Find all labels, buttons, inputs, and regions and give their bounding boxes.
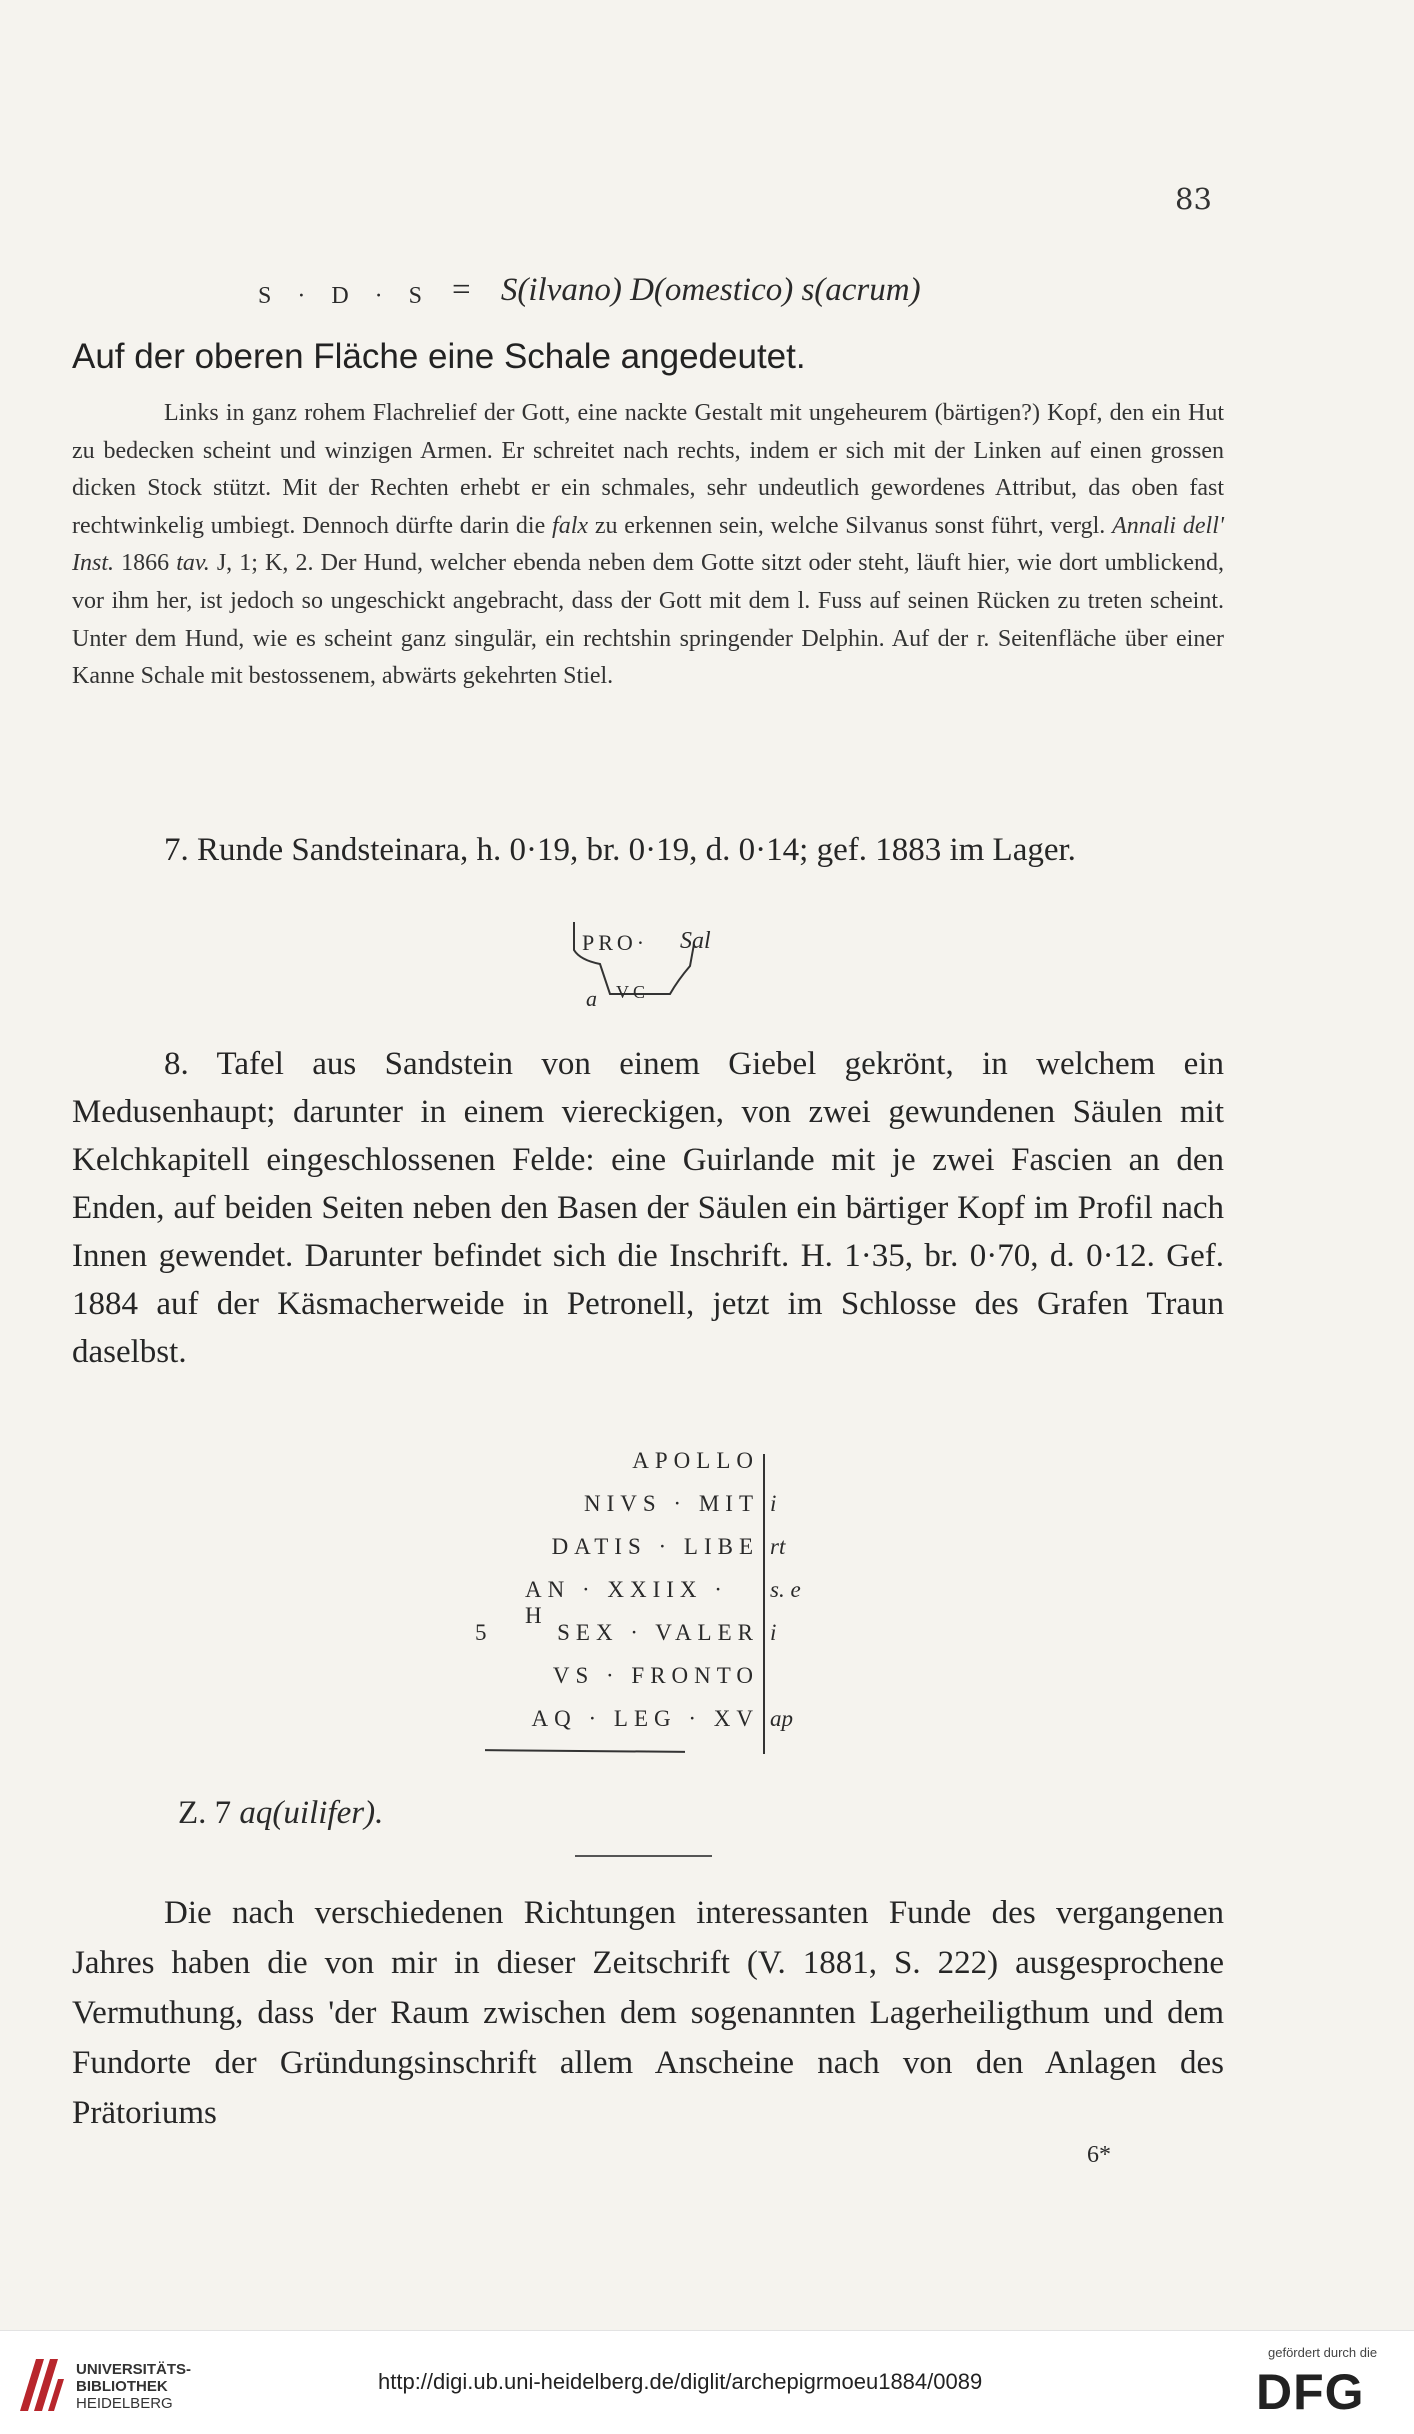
description-paragraph: [72, 395, 1224, 696]
equals-sign: =: [452, 272, 471, 308]
desc-text-1: Links in ganz rohem Flachrelief der Gott, eine nackte Gestalt mit ungeheurem (bärtigen?) Kopf, den ein Hut zu bedecken scheint und winzigen Armen. Er schreitet nach rechts, indem er sich mit der Linken auf einen grossen dicken Stock stützt. Mit der Rechten erhebt er ein schmales, sehr undeutlich gewordenes Attribut, das oben fast rechtwinkelig umbiegt. Dennoch dürfte darin die: [72, 400, 1224, 539]
inscription-supplement: i: [770, 1620, 777, 1645]
item-8-paragraph: 8. Tafel aus Sandstein von einem Giebel gekrönt, in welchem ein Medusenhaupt; darunter in einem viereckigen, von zwei gewundenen Säulen mit Kelchkapitell eingeschlossenen Felde: eine Guirlande mit je zwei Fascien an den Enden, auf beiden Seiten neben den Basen der Säulen ein bärtiger Kopf im Profil nach Innen gewendet. Darunter befindet sich die Inschrift. H. 1·35, br. 0·70, d. 0·12. Gef. 1884 auf der Käsmacherweide in Petronell, jetzt im Schlosse des Grafen Traun daselbst.: [72, 1046, 1224, 1370]
inscription-line: [525, 1706, 825, 1749]
line-note-text: aq(uilifer).: [239, 1795, 384, 1831]
inscription-block: [475, 1448, 825, 1749]
inscription-small-prefix: a: [586, 986, 597, 1011]
inscription-line: [475, 1620, 825, 1663]
sponsor-note: gefördert durch die: [1268, 2345, 1378, 2360]
library-name-line1: UNIVERSITÄTS-: [76, 2361, 192, 2378]
inscription-line: [525, 1448, 825, 1491]
inscription-text: SEX · VALER: [557, 1620, 759, 1645]
final-paragraph: Die nach verschiedenen Richtungen interessanten Funde des vergangenen Jahres haben die von mir in dieser Zeitschrift (V. 1881, S. 222) ausgesprochene Vermuthung, dass 'der Raum zwischen dem sogenannten Lagerheiligthum und dem Fundorte der Gründungsinschrift allem Anscheine nach von den Anlagen des Prätoriums: [72, 1895, 1224, 2131]
inscription-text: AN · XXIIX · H: [525, 1577, 728, 1628]
inscription-line: [525, 1663, 825, 1706]
inscription-supplement: ap: [770, 1706, 793, 1731]
inscription-small: [560, 920, 780, 1020]
section-divider: [575, 1855, 712, 1857]
library-emblem-icon: [14, 2353, 70, 2417]
desc-text-3: 1866: [114, 550, 177, 577]
inscription-small-supplement: Sal: [680, 928, 711, 954]
sds-abbreviation: S · D · S: [258, 283, 433, 309]
page-number: 83: [1175, 182, 1212, 216]
desc-reference: Annali dell' Inst.: [72, 512, 1225, 577]
desc-falx: falx: [552, 512, 589, 539]
line-note-prefix: Z. 7: [178, 1795, 240, 1831]
inscription-text: AQ · LEG · XV: [531, 1706, 759, 1731]
library-name: [76, 2361, 191, 2412]
inscription-supplement: s. e: [770, 1577, 801, 1602]
sds-expansion-line: [452, 272, 921, 309]
dfg-logo[interactable]: DFG: [1256, 2364, 1365, 2420]
inscription-text: DATIS · LIBE: [551, 1534, 759, 1559]
permalink-url[interactable]: http://digi.ub.uni-heidelberg.de/diglit/archepigrmoeu1884/0089: [378, 2369, 983, 2394]
inscription-supplement: rt: [770, 1534, 786, 1559]
inscription-text: APOLLO: [632, 1448, 759, 1473]
sds-expansion: S(ilvano) D(omestico) s(acrum): [500, 272, 921, 308]
inscription-small-line1: PRO·: [582, 930, 649, 955]
inscription-text: NIVS · MIT: [584, 1491, 759, 1516]
library-name-line2: BIBLIOTHEK: [76, 2378, 168, 2395]
inscription-bottom-line: [485, 1749, 685, 1753]
inscription-line: [525, 1491, 825, 1534]
item-7-paragraph: 7. Runde Sandsteinara, h. 0·19, br. 0·19, d. 0·14; gef. 1883 im Lager.: [164, 832, 1076, 868]
inscription-small-line2: VC: [616, 982, 650, 1002]
library-name-line3: HEIDELBERG: [76, 2395, 173, 2412]
signature-mark: 6*: [1087, 2142, 1111, 2168]
line-number: 5: [475, 1620, 487, 1645]
inscription-supplement: i: [770, 1491, 777, 1516]
line-note: [178, 1795, 383, 1832]
university-library-logo[interactable]: [14, 2353, 70, 2421]
inscription-line: [525, 1577, 825, 1628]
heading-line: Auf der oberen Fläche eine Schale angedeutet.: [72, 337, 806, 376]
inscription-line: [525, 1534, 825, 1577]
inscription-text: VS · FRONTO: [552, 1663, 759, 1688]
footer-bar: [0, 2330, 1414, 2434]
desc-text-2: zu erkennen sein, welche Silvanus sonst führt, vergl.: [588, 512, 1113, 539]
desc-tav: tav.: [176, 550, 210, 577]
desc-text-4: J, 1; K, 2. Der Hund, welcher ebenda neben dem Gotte sitzt oder steht, läuft hier, wie dort umblickend, vor ihm her, ist jedoch so ungeschickt angebracht, dass der Gott mit dem l. Fuss auf seinen Rücken zu treten scheint. Unter dem Hund, wie es scheint ganz singulär, ein rechtshin springender Delphin. Auf der r. Seitenfläche über einer Kanne Schale mit bestossenem, abwärts gekehrten Stiel.: [72, 550, 1225, 690]
